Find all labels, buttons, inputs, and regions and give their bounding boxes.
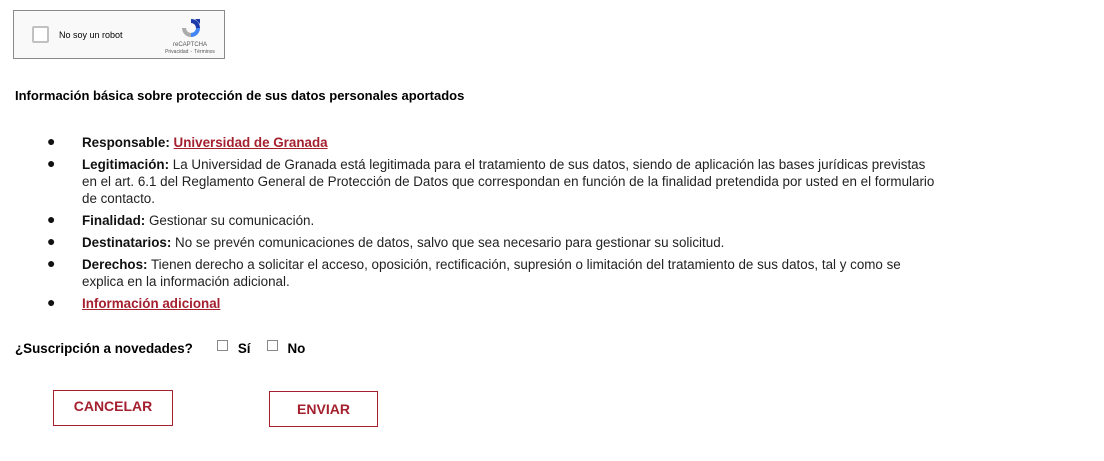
subscription-row (15, 341, 305, 356)
subscription-yes-label: Sí (237, 341, 251, 356)
subscription-no-checkbox[interactable] (267, 340, 278, 351)
recaptcha-widget (13, 10, 225, 59)
send-button[interactable]: ENVIAR (269, 391, 378, 427)
finalidad-label: Finalidad: (82, 213, 146, 228)
list-item-finalidad (42, 212, 942, 229)
list-item-adicional (42, 295, 942, 312)
legitimacion-text: La Universidad de Granada está legitimada para el tratamiento de sus datos, siendo de aplicación las bases jurídicas previstas en el art. 6.1 del Reglamento General de Protección de Datos que correspondan en función de la finalidad pretendida por usted en el formulario de contacto. (82, 157, 935, 206)
list-item-derechos (42, 256, 942, 290)
recaptcha-brand: reCAPTCHA (172, 42, 207, 48)
bullet-icon: ● (47, 294, 56, 310)
derechos-text: Tienen derecho a solicitar el acceso, oposición, rectificación, supresión o limitación del tratamiento de sus datos, tal y como se explica en la información adicional. (82, 257, 901, 289)
subscription-no-label: No (287, 341, 306, 356)
bullet-icon: ● (47, 133, 56, 149)
bullet-icon: ● (47, 211, 56, 227)
list-item-destinatarios (42, 234, 942, 251)
recaptcha-logo-icon (179, 16, 203, 40)
responsable-label: Responsable: (82, 135, 170, 150)
recaptcha-label: No soy un robot (59, 30, 123, 40)
subscription-yes-checkbox[interactable] (217, 340, 228, 351)
bullet-icon: ● (47, 233, 56, 249)
subscription-question: ¿Suscripción a novedades? (15, 341, 193, 356)
destinatarios-label: Destinatarios: (82, 235, 172, 250)
data-protection-list (42, 134, 942, 317)
derechos-label: Derechos: (82, 257, 148, 272)
finalidad-text: Gestionar su comunicación. (148, 213, 315, 228)
recaptcha-terms-link[interactable]: Términos (194, 49, 215, 55)
legitimacion-label: Legitimación: (82, 157, 170, 172)
recaptcha-links-separator: - (190, 49, 193, 55)
list-item-responsable (42, 134, 942, 151)
bullet-icon: ● (47, 155, 56, 171)
cancel-button[interactable]: CANCELAR (53, 390, 173, 426)
universidad-granada-link[interactable]: Universidad de Granada (173, 135, 328, 150)
subscription-no-option[interactable] (267, 341, 306, 356)
subscription-yes-option[interactable] (217, 341, 251, 356)
recaptcha-links (154, 49, 226, 55)
section-title: Información básica sobre protección de sus datos personales aportados (15, 88, 465, 103)
bullet-icon: ● (47, 255, 56, 271)
destinatarios-text: No se prevén comunicaciones de datos, salvo que sea necesario para gestionar su solicitud. (175, 235, 725, 250)
recaptcha-privacy-link[interactable]: Privacidad (165, 49, 189, 55)
recaptcha-checkbox[interactable] (32, 26, 49, 43)
list-item-legitimacion (42, 156, 942, 207)
informacion-adicional-link[interactable]: Información adicional (82, 296, 221, 311)
